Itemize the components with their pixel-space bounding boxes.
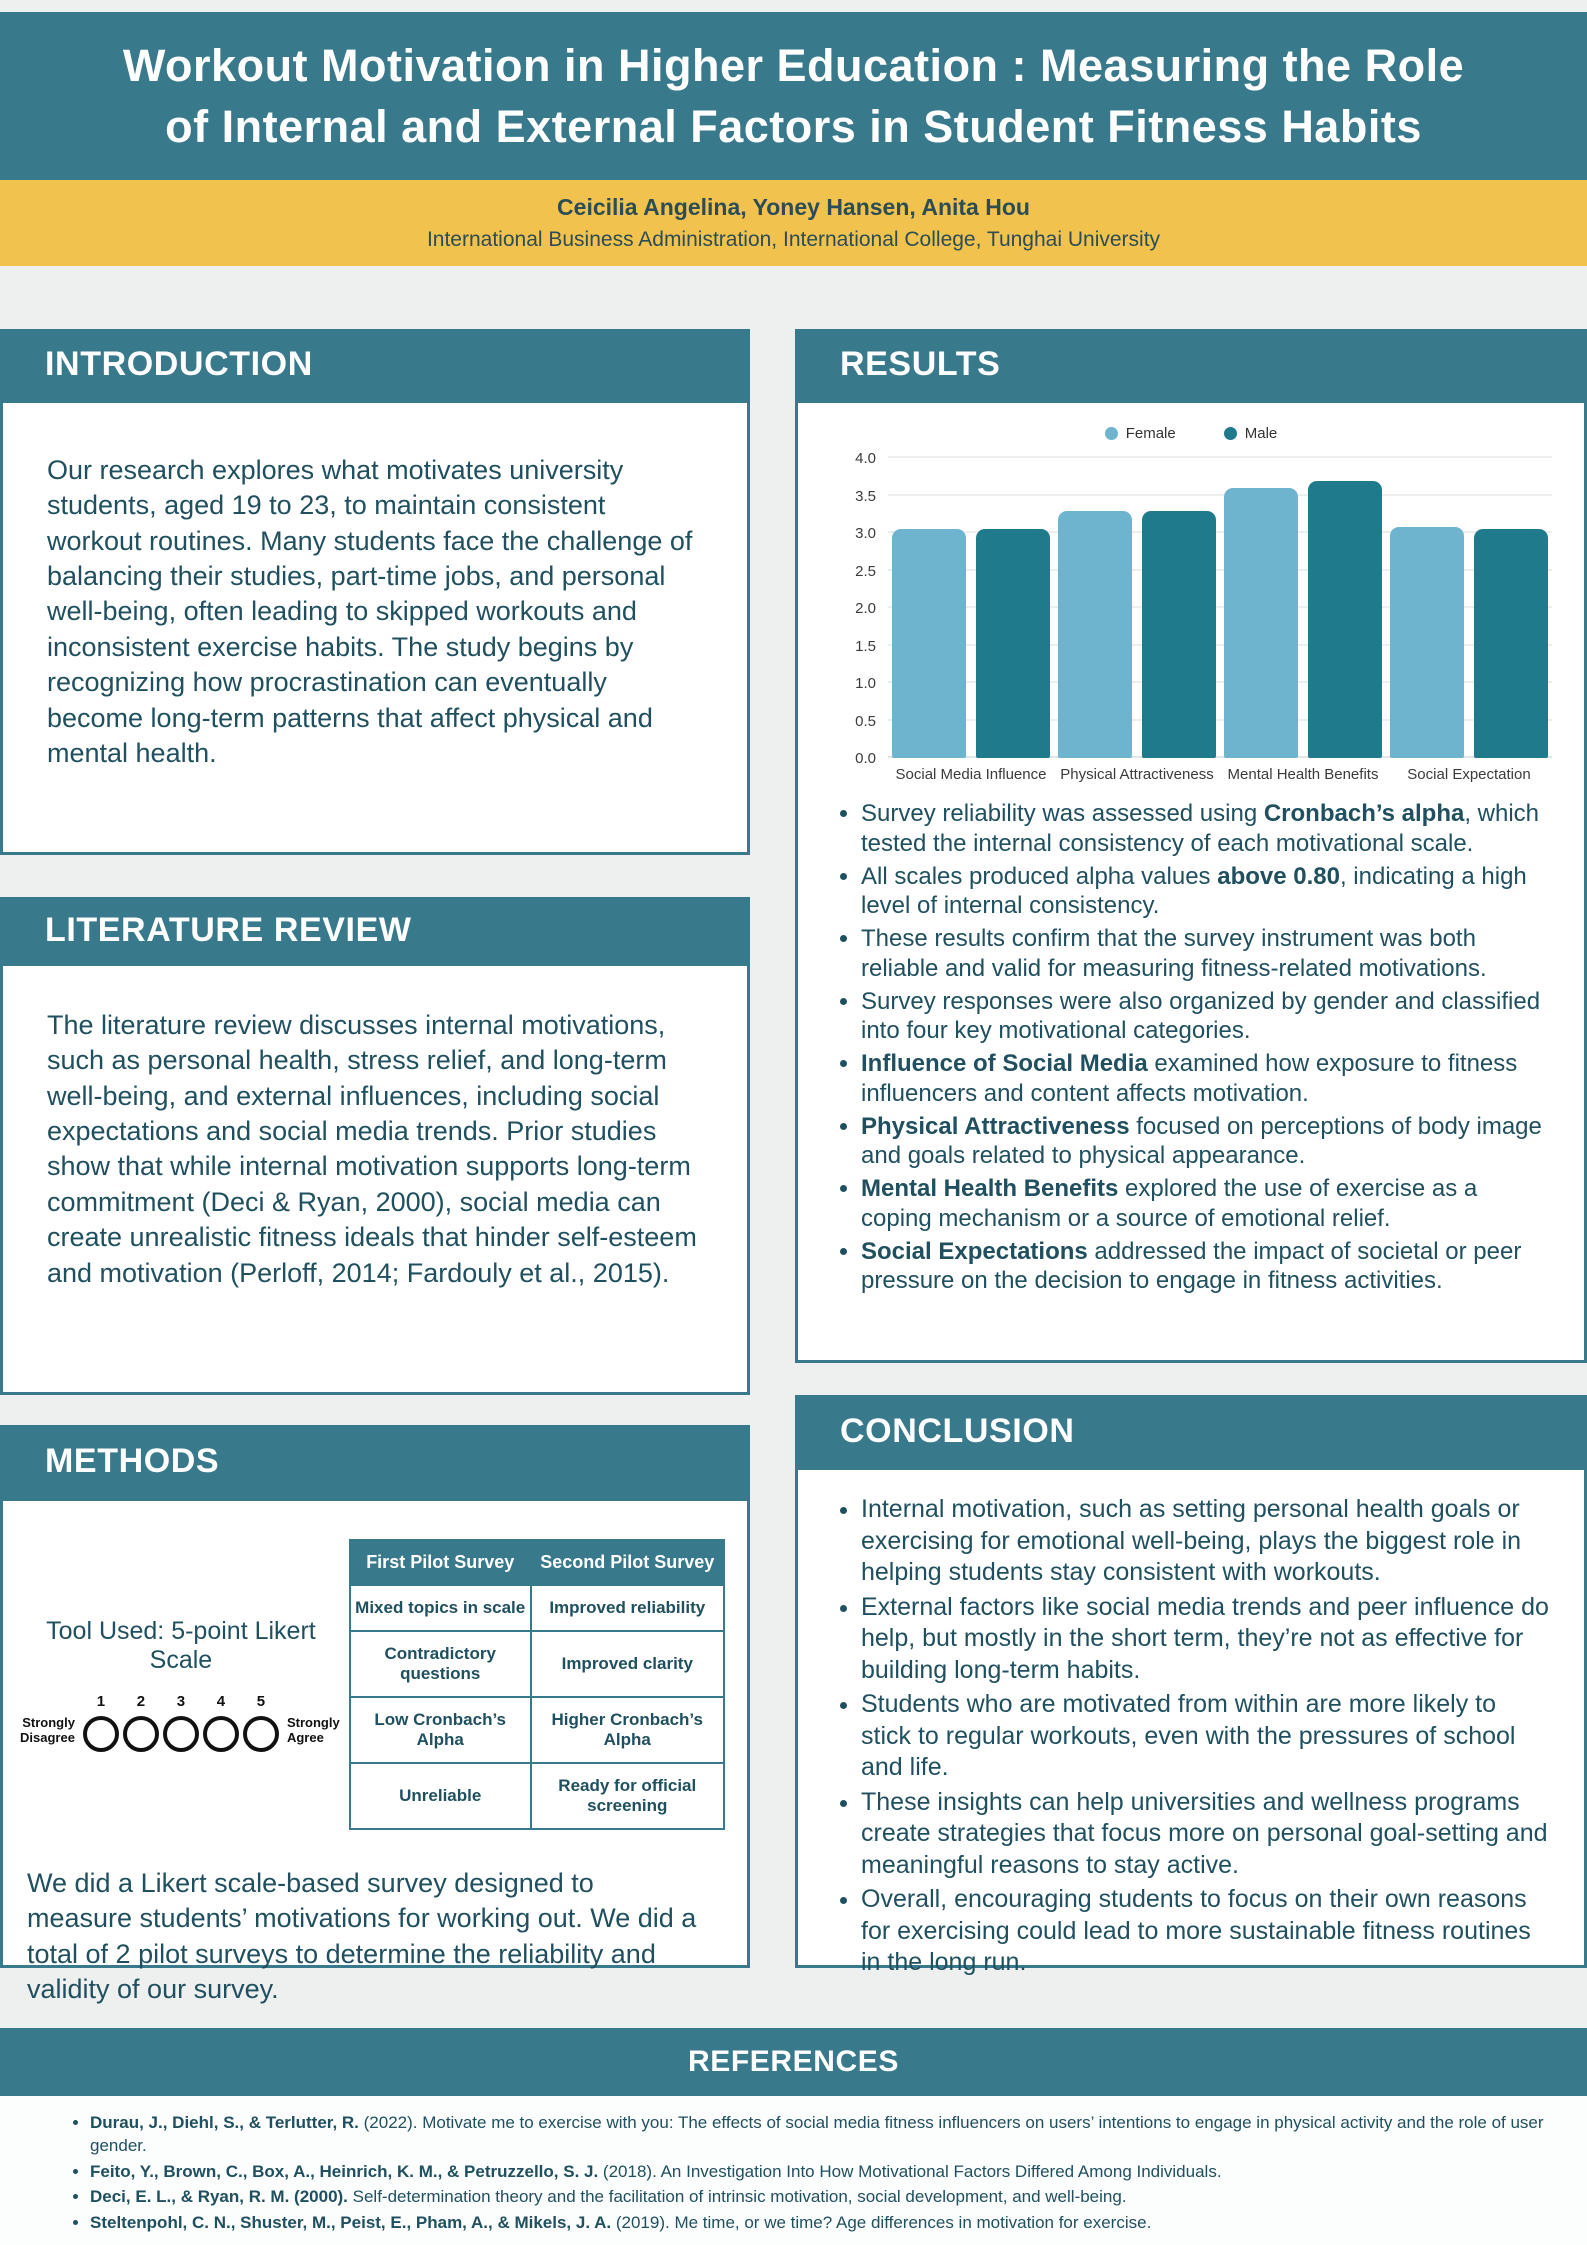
table-cell: Ready for official screening [531,1763,724,1829]
bold-text: Deci, E. L., & Ryan, R. M. (2000). [90,2187,348,2207]
bold-text: Feito, Y., Brown, C., Box, A., Heinrich, K. M., & Petruzzello, S. J. [90,2161,599,2181]
table-cell: Higher Cronbach’s Alpha [531,1697,724,1763]
bar-male [976,529,1050,758]
table-header-cell: Second Pilot Survey [531,1540,724,1585]
bar-male [1142,511,1216,759]
table-header-cell: First Pilot Survey [350,1540,531,1585]
likert-strongly-agree-label: Strongly Agree [286,1715,340,1746]
table-row [350,1585,724,1631]
table-cell: Unreliable [350,1763,531,1829]
plain-text: (2022). Motivate me to exercise with you: The effects of social media fitness influencers on users’ intentions to engage in physical activity and the role of user gender. [90,2113,1544,2156]
table-cell: Low Cronbach’s Alpha [350,1697,531,1763]
y-axis-tick: 2.0 [855,600,876,617]
likert-circle [163,1716,199,1752]
pilot-survey-table-wrap [349,1539,725,1830]
likert-point [203,1693,239,1752]
category-label: Social Expectation [1407,766,1531,783]
section-header-introduction [0,329,750,400]
references-heading: REFERENCES [687,2045,900,2078]
results-bullets-wrap [798,783,1584,1296]
category-label: Physical Attractiveness [1060,766,1214,783]
plain-text: All scales produced alpha values [861,862,1218,890]
y-axis-tick: 1.0 [855,675,876,692]
methods-box [0,1498,750,2005]
bar-female [892,529,966,758]
bar-group [1220,481,1386,759]
category-label: Mental Health Benefits [1227,766,1379,783]
author-names: Ceicilia Angelina, Yoney Hansen, Anita Hou [557,194,1030,220]
title-band [0,12,1587,180]
y-axis-tick: 4.0 [855,450,876,467]
results-bullet-item [861,987,1550,1047]
likert-scale [15,1693,347,1752]
section-header-conclusion [795,1395,1587,1467]
plain-text: Self-determination theory and the facilitation of intrinsic motivation, social development, and well-being. [347,2187,1127,2207]
y-axis-tick: 0.0 [855,750,876,767]
likert-point-number: 4 [216,1693,226,1710]
chart-category-labels [888,766,1552,783]
likert-point-number: 1 [96,1693,106,1710]
likert-circle [203,1716,239,1752]
literature-review-box [0,963,750,1395]
plain-text: , which tested the internal consistency of each motivational scale. [861,800,1540,857]
plain-text: examined how exposure to fitness influencers and content affects motivation. [861,1050,1518,1107]
bold-text: Cronbach’s alpha [1263,800,1465,827]
bar-female [1058,511,1132,759]
legend-dot-female [1105,427,1118,440]
table-row [350,1697,724,1763]
plain-text: (2018). An Investigation Into How Motivational Factors Differed Among Individuals. [598,2161,1222,2181]
chart-plot [855,450,1552,767]
bar-group [888,529,1054,758]
conclusion-bullet-item [861,1494,1550,1589]
likert-point-number: 5 [256,1693,266,1710]
conclusion-bullet-item [861,1884,1550,1979]
conclusion-box [795,1467,1587,1976]
y-axis-tick: 3.5 [855,487,876,505]
bold-text: Social Expectations [861,1237,1088,1265]
likert-strongly-disagree-label: Strongly Disagree [20,1715,75,1746]
conclusion-heading: CONCLUSION [840,1411,1075,1450]
table-row [350,1763,724,1829]
table-cell: Improved clarity [531,1631,724,1697]
plain-text: Internal motivation, such as setting personal health goals or exercising for emotional well-being, plays the biggest role in helping students stay consistent with workouts. [861,1495,1522,1586]
bar-group [1054,511,1220,759]
likert-points [81,1693,281,1752]
methods-heading: METHODS [45,1442,220,1480]
literature-review-body: The literature review discusses internal motivations, such as personal health, stress relief, and long-term well-being, and external influences, including social expectations and social media trends. Prior studies show that while internal motivation supports long-term commitment (Deci & Ryan, 2000), social media can create unrealistic fitness ideals that hinder self-esteem and motivation (Perloff, 2014; Fardouly et al., 2015). [47,1010,697,1288]
results-bullet-item [861,924,1550,984]
likert-point [163,1693,199,1752]
methods-top-row [3,1501,747,1830]
reference-item [90,2160,1547,2183]
bar-female [1390,527,1464,758]
bar-groups [888,458,1552,758]
pilot-survey-table [349,1539,725,1830]
results-bullet-item [861,862,1550,922]
results-bullet-item [861,1049,1550,1109]
y-axis-tick: 0.5 [855,712,876,730]
results-box [795,400,1587,1363]
y-axis-tick: 3.0 [855,525,876,542]
likert-circle [123,1716,159,1752]
chart-legend [824,425,1558,442]
bar-group [1386,527,1552,758]
legend-item [1224,425,1278,442]
section-header-references [0,2028,1587,2096]
plain-text: addressed the impact of societal or peer pressure on the decision to engage in fitness activities. [861,1237,1522,1295]
y-axis-tick: 1.5 [855,637,876,655]
section-header-methods [0,1425,750,1498]
poster-title-line2: of Internal and External Factors in Student Fitness Habits [165,101,1422,152]
table-cell: Contradictory questions [350,1631,531,1697]
introduction-heading: INTRODUCTION [45,345,313,383]
likert-point-number: 2 [136,1693,146,1710]
legend-label: Female [1125,425,1176,442]
bar-male [1308,481,1382,759]
y-axis-tick: 2.5 [855,562,876,580]
plain-text: External factors like social media trends and peer influence do help, but mostly in the short term, they’re not as effective for building long-term habits. [861,1592,1549,1684]
results-bullet-item [861,799,1550,859]
bold-text: above 0.80 [1217,862,1340,890]
conclusion-bullet-item [861,1592,1550,1687]
plain-text: focused on perceptions of body image and goals related to physical appearance. [861,1112,1542,1170]
bold-text: Influence of Social Media [861,1050,1148,1077]
plain-text: Students who are motivated from within are more likely to stick to regular workouts, even with the pressures of school and life. [861,1690,1516,1781]
plain-text: explored the use of exercise as a coping mechanism or a source of emotional relief. [861,1175,1478,1232]
plain-text: These insights can help universities and wellness programs create strategies that focus more on personal goal-setting and meaningful reasons to stay active. [861,1787,1548,1879]
likert-point [243,1693,279,1752]
results-bullet-item [861,1237,1550,1297]
likert-point [123,1693,159,1752]
poster-title-line1: Workout Motivation in Higher Education : Measuring the Role [122,39,1465,91]
legend-label: Male [1244,425,1278,442]
results-bullet-list [834,799,1550,1296]
likert-tool-label: Tool Used: 5-point Likert Scale [46,1617,316,1674]
likert-point-number: 3 [176,1693,186,1710]
conclusion-bullet-list [834,1494,1550,1979]
methods-body-wrap [3,1830,747,2007]
conclusion-bullet-item [861,1787,1550,1882]
author-band [0,180,1587,266]
plain-text: Survey responses were also organized by gender and classified into four key motivational categories. [861,987,1541,1045]
legend-dot-male [1224,427,1237,440]
likert-scale-block [20,1617,340,1752]
bold-text: Physical Attractiveness [861,1112,1130,1140]
results-bullet-item [861,1112,1550,1172]
literature-review-heading: LITERATURE REVIEW [45,910,412,949]
table-cell: Improved reliability [531,1585,724,1631]
section-header-literature-review [0,897,750,963]
plain-text: , indicating a high level of internal consistency. [861,862,1527,920]
bold-text: Mental Health Benefits [861,1175,1119,1202]
bold-text: Steltenpohl, C. N., Shuster, M., Peist, E., Pham, A., & Mikels, J. A. [90,2212,612,2232]
bar-female [1224,488,1298,758]
likert-circle [83,1716,119,1752]
reference-item [90,2111,1547,2158]
results-heading: RESULTS [840,345,1001,383]
bold-text: Durau, J., Diehl, S., & Terlutter, R. [90,2113,359,2132]
table-cell: Mixed topics in scale [350,1585,531,1631]
plain-text: (2019). Me time, or we time? Age differences in motivation for exercise. [611,2212,1152,2232]
methods-body: We did a Likert scale-based survey designed to measure students’ motivations for working out. We did a total of 2 pilot surveys to determine the reliability and validity of our survey. [27,1868,697,2005]
section-header-results [795,329,1587,400]
references-area [0,2096,1587,2245]
author-affiliation: International Business Administration, International College, Tunghai University [426,228,1161,251]
likert-circle [243,1716,279,1752]
plain-text: Survey reliability was assessed using [861,800,1264,827]
poster-title [123,35,1464,157]
references-list [0,2096,1587,2234]
results-bullet-item [861,1174,1550,1234]
bar-male [1474,529,1548,759]
table-row [350,1631,724,1697]
conclusion-bullet-item [861,1689,1550,1784]
category-label: Social Media Influence [895,766,1047,783]
likert-point [83,1693,119,1752]
introduction-body: Our research explores what motivates university students, aged 19 to 23, to maintain consistent workout routines. Many students face the challenge of balancing their studies, part-time jobs, and personal well-being, often leading to skipped workouts and inconsistent exercise habits. The study begins by recognizing how procrastination can eventually become long-term patterns that affect physical and mental health. [47,455,693,768]
plain-text: Overall, encouraging students to focus on their own reasons for exercising could lead to more sustainable fitness routines in the long run. [861,1885,1531,1976]
bar-chart [798,403,1584,783]
plain-text: These results confirm that the survey instrument was both reliable and valid for measuring fitness-related motivations. [861,925,1487,982]
reference-item [90,2211,1547,2234]
reference-item [90,2185,1547,2208]
introduction-box [0,400,750,855]
legend-item [1105,425,1176,442]
conclusion-bullets-wrap [798,1470,1584,1979]
